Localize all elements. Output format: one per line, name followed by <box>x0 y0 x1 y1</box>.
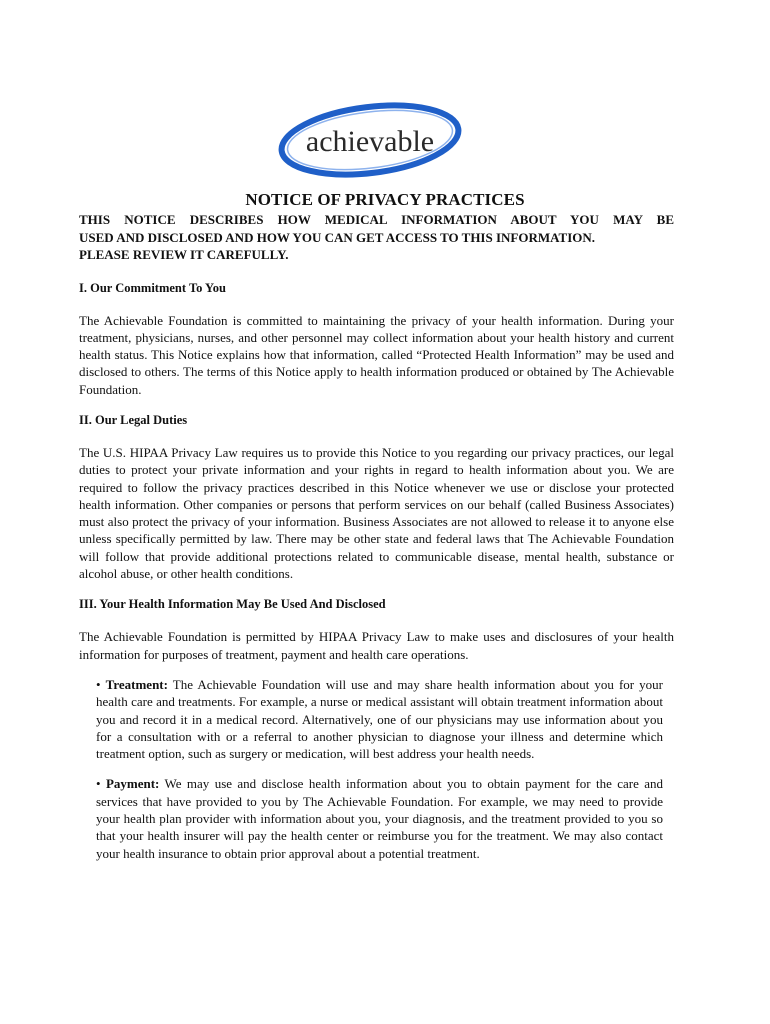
page-title: NOTICE OF PRIVACY PRACTICES <box>245 190 525 209</box>
intro-line: USED AND DISCLOSED AND HOW YOU CAN GET ACCESS TO THIS INFORMATION. <box>79 229 596 245</box>
bullet-label-treatment: Treatment: <box>105 676 168 692</box>
section-body-commitment: The Achievable Foundation is committed to maintaining the privacy of your health information. During your treatment, physicians, nurses, and other personnel may collect information about your health history and current health status. This Notice explains how that information, called “Protected Health Information” may be used and disclosed to others. The terms of this Notice apply to health information produced or obtained by The Achievable Foundation. <box>79 312 674 397</box>
section-body-uses: The Achievable Foundation is permitted by HIPAA Privacy Law to make uses and disclosures of your health information for purposes of treatment, payment and health care operations. <box>79 629 674 662</box>
section-heading-uses: III. Your Health Information May Be Used And Disclosed <box>79 597 386 612</box>
intro-line: PLEASE REVIEW IT CAREFULLY. <box>79 247 289 262</box>
bullet-treatment <box>96 676 663 762</box>
bullet-payment <box>96 775 663 861</box>
notice-intro <box>79 211 674 264</box>
svg-text:achievable: achievable <box>305 125 435 158</box>
bullet-text-treatment: The Achievable Foundation will use and may share health information about you for your health care and treatments. For example, a nurse or medical assistant will obtain treatment information about you and record it in a medical record. Alternatively, one of our physicians may use information about you for a consultation with or a referral to another physician to diagnose your illness and determine which treatment option, such as surgery or medication, will best address your health needs. <box>96 676 664 762</box>
intro-line: THIS NOTICE DESCRIBES HOW MEDICAL INFORMATION ABOUT YOU MAY BE <box>79 212 674 227</box>
bullet-marker: • <box>96 776 101 792</box>
bullet-text-payment: We may use and disclose health information about you to obtain payment for the care and services that have provided to you by The Achievable Foundation. For example, we may need to provide your health plan provider with information about you, your diagnosis, and the treatment provided to you so that your health insurer will pay the health center or reimburse you for the treatment. We may also contact your health insurance to obtain prior approval about a potential treatment. <box>96 776 664 861</box>
section-heading-commitment: I. Our Commitment To You <box>79 280 226 295</box>
section-heading-legal-duties: II. Our Legal Duties <box>79 412 188 427</box>
section-body-legal-duties: The U.S. HIPAA Privacy Law requires us to provide this Notice to you regarding our privacy practices, our legal duties to protect your private information and your rights in regard to health information about you. We are required to follow the privacy practices described in this Notice whenever we use or disclose your protected health information. Other companies or persons that perform services on our behalf (called Business Associates) must also protect the privacy of your information. Business Associates are not allowed to release it to anyone else unless specifically permitted by law. There may be other state and federal laws that The Achievable Foundation will follow that provide additional protections related to communicable disease, mental health, substance or alcohol abuse, or other health conditions. <box>79 444 674 582</box>
achievable-logo <box>272 96 468 184</box>
bullet-marker: • <box>96 676 101 692</box>
document-body <box>79 211 674 875</box>
bullet-label-payment: Payment: <box>105 776 160 792</box>
